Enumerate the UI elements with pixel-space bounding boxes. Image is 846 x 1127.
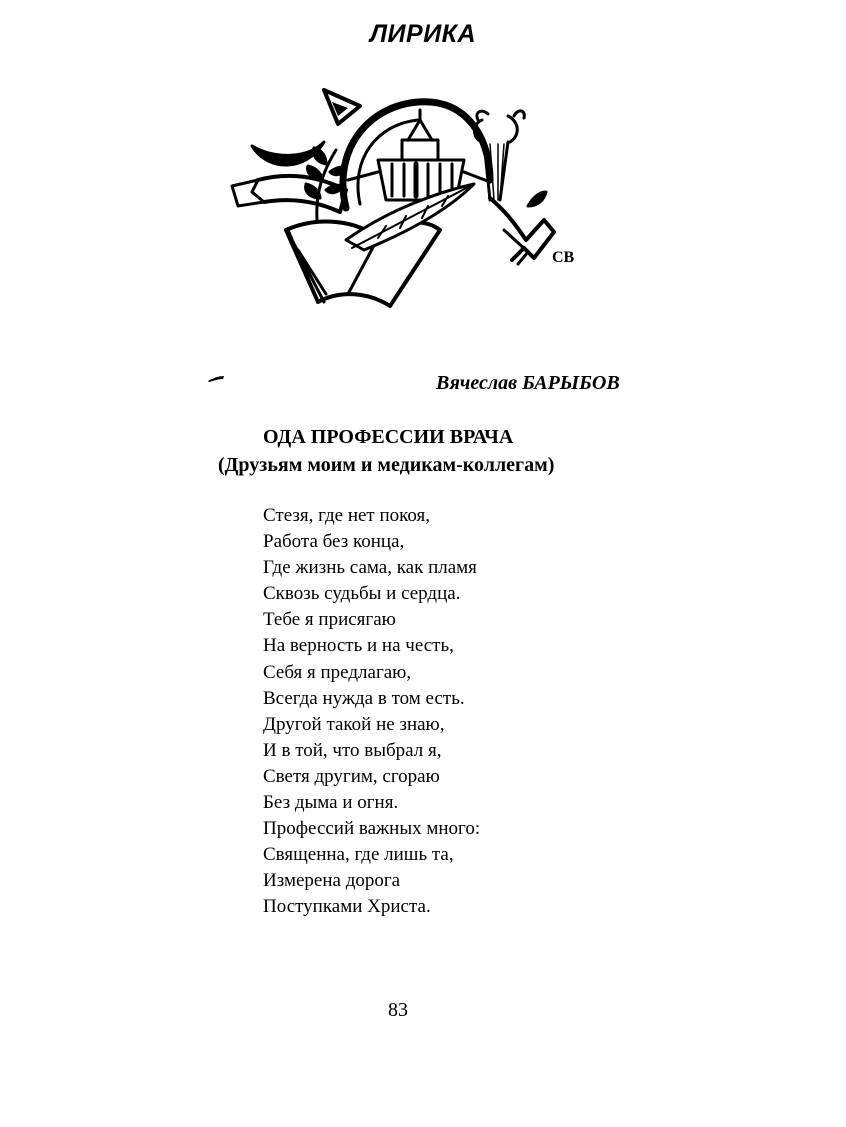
verse-line: Священна, где лишь та,	[263, 844, 454, 866]
verse-line: Всегда нужда в том есть.	[263, 687, 465, 709]
verse-line: Где жизнь сама, как пламя	[263, 557, 477, 579]
emblem-monogram: CB	[552, 249, 575, 266]
verse-line: Без дыма и огня.	[263, 792, 399, 814]
verse-line: Поступками Христа.	[263, 896, 431, 918]
verse-line: Измерена дорога	[263, 870, 401, 892]
verse-line: На верность и на честь,	[263, 635, 454, 657]
page-number: 83	[388, 999, 408, 1021]
poem-verse	[263, 503, 480, 921]
verse-line: И в той, что выбрал я,	[263, 739, 442, 761]
verse-line: Себя я предлагаю,	[263, 661, 412, 683]
author-name: Вячеслав БАРЫБОВ	[436, 372, 620, 394]
stray-ink-mark	[207, 375, 225, 383]
poem-title: ОДА ПРОФЕССИИ ВРАЧА	[263, 426, 514, 448]
section-title: ЛИРИКА	[369, 20, 477, 48]
poem-dedication: (Друзьям моим и медикам-коллегам)	[218, 454, 555, 476]
emblem-book-quill-lyre-building-icon	[228, 80, 580, 320]
verse-line: Светя другим, сгораю	[263, 765, 440, 787]
verse-line: Сквозь судьбы и сердца.	[263, 583, 461, 605]
verse-line: Стезя, где нет покоя,	[263, 505, 431, 526]
verse-line: Работа без конца,	[263, 531, 405, 553]
verse-line: Тебе я присягаю	[263, 609, 396, 631]
verse-line: Другой такой не знаю,	[263, 713, 445, 735]
verse-line: Профессий важных много:	[263, 818, 481, 840]
